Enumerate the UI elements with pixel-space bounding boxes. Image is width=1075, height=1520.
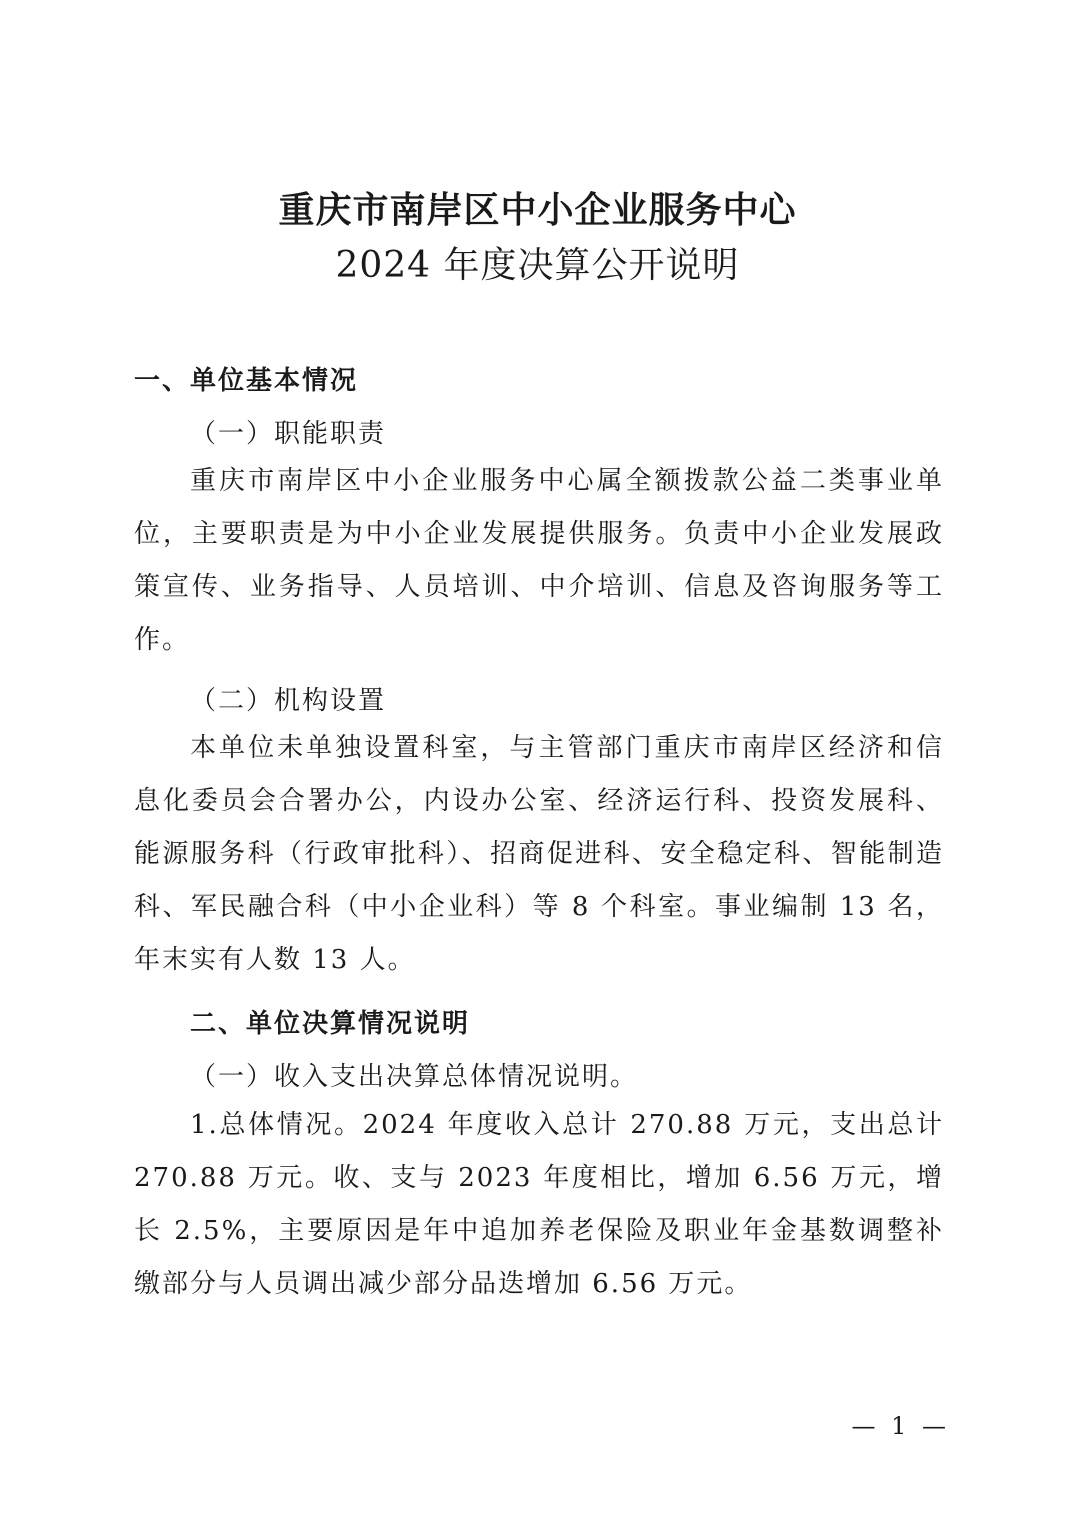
document-title-line1: 重庆市南岸区中小企业服务中心 [278,189,797,231]
section-1-paragraph-2: 本单位未单独设置科室，与主管部门重庆市南岸区经济和信息化委员会合署办公，内设办公室、经济运行科、投资发展科、能源服务科（行政审批科）、招商促进科、安全稳定科、智能制造科、军民融合科（中小企业科）等 8 个科室。事业编制 13 名，年末实有人数 13 人。 [134,733,944,975]
section-2-paragraph-1: 1.总体情况。2024 年度收入总计 270.88 万元，支出总计 270.88 万元。收、支与 2023 年度相比，增加 6.56 万元，增长 2.5%，主要原因是年中追加养老保险及职业年金基数调整补缴部分与人员调出减少部分品迭增加 6.56 万元。 [134,1110,944,1299]
section-1-heading: 一、单位基本情况 [134,366,359,396]
section-1-paragraph-1: 重庆市南岸区中小企业服务中心属全额拨款公益二类事业单位，主要职责是为中小企业发展提供服务。负责中小企业发展政策宣传、业务指导、人员培训、中介培训、信息及咨询服务等工作。 [134,466,944,655]
page-number: — 1 — [851,1412,950,1440]
document-title-line2: 2024 年度决算公开说明 [335,245,740,286]
section-2-subheading-1: （一）收入支出决算总体情况说明。 [190,1062,639,1092]
section-1-subheading-2: （二）机构设置 [190,686,387,716]
section-1-subheading-1: （一）职能职责 [190,419,387,449]
section-2-heading: 二、单位决算情况说明 [190,1009,471,1039]
